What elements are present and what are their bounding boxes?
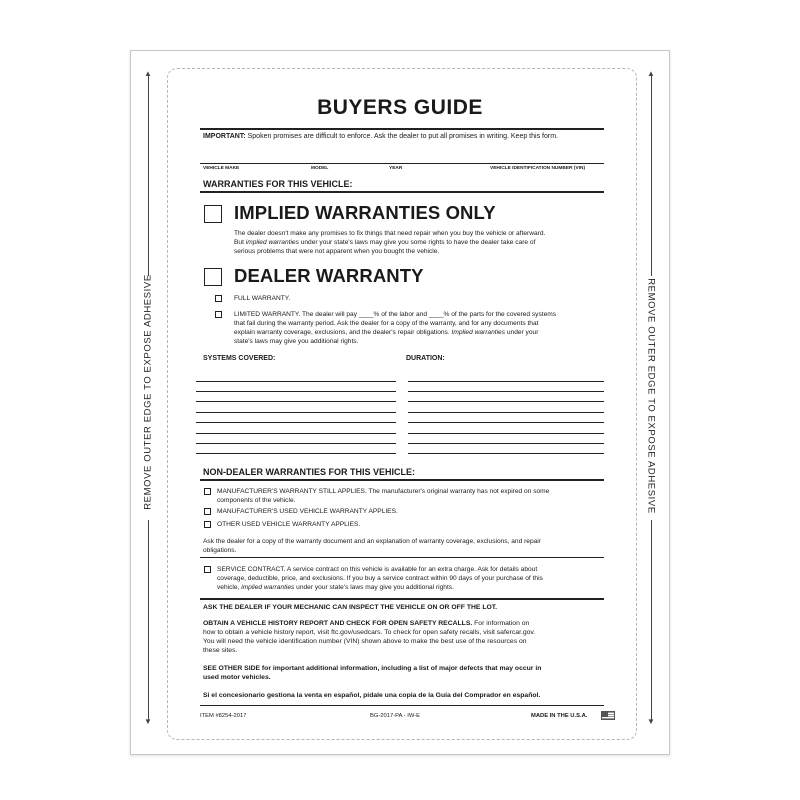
see-other-side-text: [203, 664, 541, 682]
duration-line: [408, 422, 604, 423]
see-other-line-1: [203, 664, 541, 673]
implied-line-2-post: under your state's laws may give you some rights to have the dealer take care of: [298, 239, 536, 246]
service-line-3-post: under your state's laws may give you additional rights.: [294, 584, 454, 591]
see-other-bold-2: used motor vehicles.: [203, 674, 271, 681]
left-arrow-line-bottom: [148, 520, 149, 720]
inspect-bold: ASK THE DEALER IF YOUR MECHANIC CAN INSPECT THE VEHICLE ON OR OFF THE LOT.: [203, 604, 498, 611]
footer-rule: [200, 705, 604, 706]
implied-line-1: The dealer doesn't make any promises to fix things that need repair when you buy the vehicle or afterward.: [234, 230, 546, 237]
duration-line: [408, 381, 604, 382]
service-line-3-italic: implied warranties: [241, 584, 295, 591]
implied-line-2-italic: implied warranties: [245, 239, 299, 246]
duration-label: DURATION:: [406, 355, 445, 362]
important-label: IMPORTANT:: [203, 133, 246, 140]
other-used-checkbox[interactable]: [204, 521, 211, 528]
full-warranty-label: FULL WARRANTY.: [234, 295, 291, 302]
vehicle-info-line: [200, 163, 604, 164]
other-used-label: OTHER USED VEHICLE WARRANTY APPLIES.: [217, 521, 361, 528]
systems-line: [196, 381, 396, 382]
ask-copy-line-2: obligations.: [203, 547, 237, 554]
warranties-heading: WARRANTIES FOR THIS VEHICLE:: [203, 179, 353, 189]
manufacturer-warranty-text: [217, 487, 549, 505]
service-contract-text: [217, 565, 543, 592]
made-in-label: MADE IN THE U.S.A.: [531, 713, 588, 719]
history-line-4: these sites.: [203, 647, 238, 654]
see-other-bold-1: SEE OTHER SIDE for important additional information, including a list of major defects that may occur in: [203, 665, 542, 672]
vehicle-make-label: VEHICLE MAKE: [203, 166, 240, 171]
limited-line-2: that fail during the warranty period. Ask the dealer for a copy of the warranty, and for any documents that: [234, 320, 539, 327]
limited-warranty-checkbox[interactable]: [215, 311, 222, 318]
history-line-1-post: For information on: [472, 620, 530, 627]
duration-line: [408, 443, 604, 444]
systems-line: [196, 401, 396, 402]
non-dealer-rule: [200, 479, 604, 481]
service-line-3: [217, 583, 543, 592]
systems-covered-label: SYSTEMS COVERED:: [203, 355, 276, 362]
year-label: YEAR: [389, 166, 403, 171]
duration-line: [408, 433, 604, 434]
left-arrow-up-icon: ▲: [144, 69, 152, 78]
implied-warranties-heading: IMPLIED WARRANTIES ONLY: [234, 202, 496, 223]
service-line-1: SERVICE CONTRACT. A service contract on this vehicle is available for an extra charge. Ask for details about: [217, 566, 538, 573]
history-line-1: [203, 619, 603, 628]
implied-line-2-pre: But: [234, 239, 246, 246]
limited-line-3-italic: Implied warranties: [451, 329, 506, 336]
limited-warranty-text: [234, 310, 556, 346]
implied-line-2: [234, 238, 545, 247]
right-arrow-line-bottom: [651, 520, 652, 720]
title-rule: [200, 128, 604, 130]
service-line-2: coverage, deductible, price, and exclusions. If you buy a service contract within 90 days of your purchase of this: [217, 575, 543, 582]
see-other-line-2: [203, 673, 541, 682]
right-arrow-up-icon: ▲: [647, 69, 655, 78]
right-arrow-line-top: [651, 76, 652, 276]
service-contract-rule: [200, 557, 604, 558]
limited-line-4: state's laws may give you additional rights.: [234, 338, 359, 345]
non-dealer-heading: NON-DEALER WARRANTIES FOR THIS VEHICLE:: [203, 467, 416, 477]
duration-line: [408, 453, 604, 454]
inspect-rule: [200, 598, 604, 600]
ask-dealer-copy-text: [203, 537, 541, 555]
form-code: BG-2017-PA - IW-E: [370, 713, 421, 719]
duration-line: [408, 391, 604, 392]
systems-line: [196, 443, 396, 444]
systems-line: [196, 391, 396, 392]
manufacturer-used-checkbox[interactable]: [204, 508, 211, 515]
page-title: BUYERS GUIDE: [317, 96, 483, 119]
warranties-rule: [200, 191, 604, 193]
history-text: [203, 619, 603, 655]
implied-warranties-checkbox[interactable]: [204, 205, 222, 223]
manufacturer-line-1: MANUFACTURER'S WARRANTY STILL APPLIES. The manufacturer's original warranty has not expired on some: [217, 488, 550, 495]
ask-copy-line-1: Ask the dealer for a copy of the warranty document and an explanation of warranty coverage, exclusions, and repair: [203, 538, 541, 545]
limited-line-1: LIMITED WARRANTY. The dealer will pay ____% of the labor and ____% of the parts for the covered systems: [234, 311, 557, 318]
systems-line: [196, 453, 396, 454]
left-side-label: REMOVE OUTER EDGE TO EXPOSE ADHESIVE: [142, 274, 154, 510]
us-flag-icon: [601, 711, 615, 720]
right-arrow-down-icon: ▼: [647, 717, 655, 726]
dealer-warranty-heading: DEALER WARRANTY: [234, 265, 424, 286]
systems-line: [196, 433, 396, 434]
manufacturer-line-2: components of the vehicle.: [217, 497, 296, 504]
limited-line-3-post: under your: [505, 329, 539, 336]
history-line-3: You will need the vehicle identification number (VIN) shown above to make the best use of the resources on: [203, 638, 527, 645]
history-bold: OBTAIN A VEHICLE HISTORY REPORT AND CHECK FOR OPEN SAFETY RECALLS.: [203, 620, 473, 627]
left-arrow-down-icon: ▼: [144, 717, 152, 726]
manufacturer-warranty-checkbox[interactable]: [204, 488, 211, 495]
implied-warranties-text: [234, 229, 545, 256]
limited-line-3: [234, 328, 556, 337]
spanish-notice: [203, 691, 540, 700]
important-notice: [203, 133, 558, 140]
service-line-3-pre: vehicle,: [217, 584, 242, 591]
right-side-label: REMOVE OUTER EDGE TO EXPOSE ADHESIVE: [645, 278, 657, 514]
spanish-bold: Si el concesionario gestiona la venta en español, pídale una copia de la Guía del Comprador en español.: [203, 692, 541, 699]
systems-line: [196, 412, 396, 413]
dealer-warranty-checkbox[interactable]: [204, 268, 222, 286]
item-number: ITEM #8254-2017: [200, 713, 247, 719]
duration-line: [408, 412, 604, 413]
duration-line: [408, 401, 604, 402]
manufacturer-used-label: MANUFACTURER'S USED VEHICLE WARRANTY APPLIES.: [217, 508, 398, 515]
implied-line-3: serious problems that were not apparent when you bought the vehicle.: [234, 248, 440, 255]
service-contract-checkbox[interactable]: [204, 566, 211, 573]
limited-line-3-pre: explain warranty coverage, exclusions, and the dealer's repair obligations.: [234, 329, 452, 336]
important-text: Spoken promises are difficult to enforce. Ask the dealer to put all promises in writing. Keep this form.: [247, 133, 558, 140]
left-arrow-line-top: [148, 76, 149, 276]
full-warranty-checkbox[interactable]: [215, 295, 222, 302]
systems-line: [196, 422, 396, 423]
vin-label: VEHICLE IDENTIFICATION NUMBER (VIN): [490, 166, 586, 171]
inspect-text: [203, 603, 497, 612]
history-line-2: how to obtain a vehicle history report, visit ftc.gov/usedcars. To check for open safety recalls, visit safercar.gov.: [203, 629, 536, 636]
model-label: MODEL: [311, 166, 329, 171]
